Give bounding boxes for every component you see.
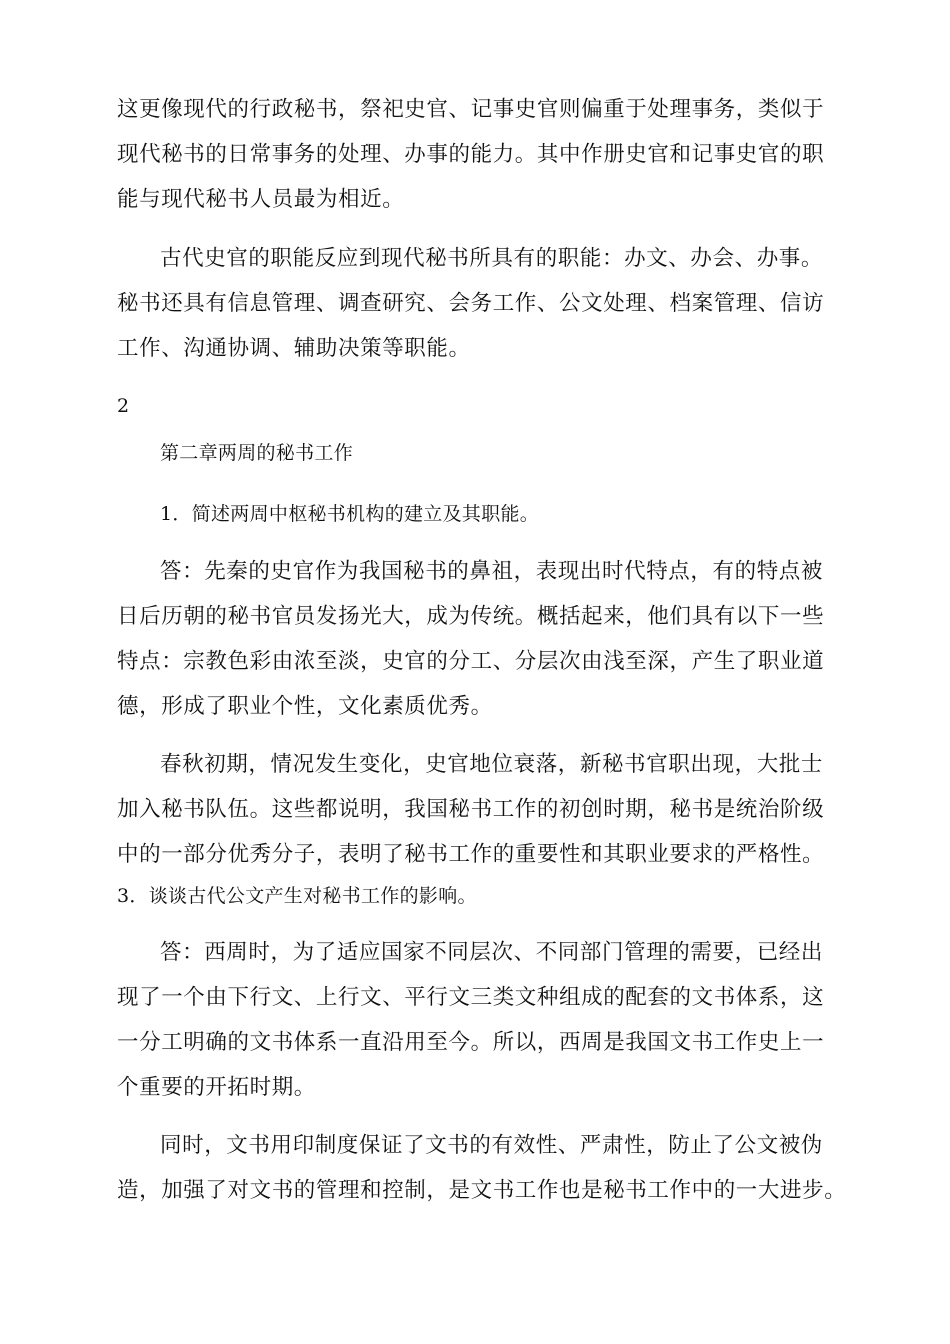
question-3: 3．谈谈古代公文产生对秘书工作的影响。 (117, 885, 477, 907)
answer-3-line-3: 一分工明确的文书体系一直沿用至今。所以，西周是我国文书工作史上一 (117, 1030, 825, 1055)
paragraph-3-line-1: 春秋初期，情况发生变化，史官地位衰落，新秘书官职出现，大批士 (160, 752, 824, 777)
question-1: 1．简述两周中枢秘书机构的建立及其职能。 (160, 503, 540, 525)
answer-1-line-1: 答：先秦的史官作为我国秘书的鼻祖，表现出时代特点，有的特点被 (160, 559, 824, 584)
page-number: 2 (117, 395, 130, 417)
paragraph-2-line-3: 工作、沟通协调、辅助决策等职能。 (117, 336, 471, 361)
paragraph-1-line-3: 能与现代秘书人员最为相近。 (117, 187, 405, 212)
paragraph-3-line-2: 加入秘书队伍。这些都说明，我国秘书工作的初创时期，秘书是统治阶级 (117, 797, 825, 822)
paragraph-1-line-2: 现代秘书的日常事务的处理、办事的能力。其中作册史官和记事史官的职 (117, 142, 825, 167)
answer-1-line-3: 特点：宗教色彩由浓至淡，史官的分工、分层次由浅至深，产生了职业道 (117, 649, 825, 674)
answer-3-line-4: 个重要的开拓时期。 (117, 1075, 316, 1100)
chapter-heading: 第二章两周的秘书工作 (160, 442, 354, 464)
answer-3-line-2: 现了一个由下行文、上行文、平行文三类文种组成的配套的文书体系，这 (117, 985, 825, 1010)
paragraph-4-line-1: 同时，文书用印制度保证了文书的有效性、严肃性，防止了公文被伪 (160, 1133, 824, 1158)
paragraph-4-line-2: 造，加强了对文书的管理和控制，是文书工作也是秘书工作中的一大进步。 (117, 1178, 847, 1203)
answer-1-line-2: 日后历朝的秘书官员发扬光大，成为传统。概括起来，他们具有以下一些 (117, 604, 825, 629)
paragraph-1-line-1: 这更像现代的行政秘书，祭祀史官、记事史官则偏重于处理事务，类似于 (117, 97, 825, 122)
paragraph-2-line-1: 古代史官的职能反应到现代秘书所具有的职能：办文、办会、办事。 (160, 246, 824, 271)
answer-1-line-4: 德，形成了职业个性，文化素质优秀。 (117, 694, 493, 719)
answer-3-line-1: 答：西周时，为了适应国家不同层次、不同部门管理的需要，已经出 (160, 940, 824, 965)
paragraph-2-line-2: 秘书还具有信息管理、调查研究、会务工作、公文处理、档案管理、信访 (117, 291, 825, 316)
paragraph-3-line-3: 中的一部分优秀分子，表明了秘书工作的重要性和其职业要求的严格性。 (117, 842, 825, 867)
